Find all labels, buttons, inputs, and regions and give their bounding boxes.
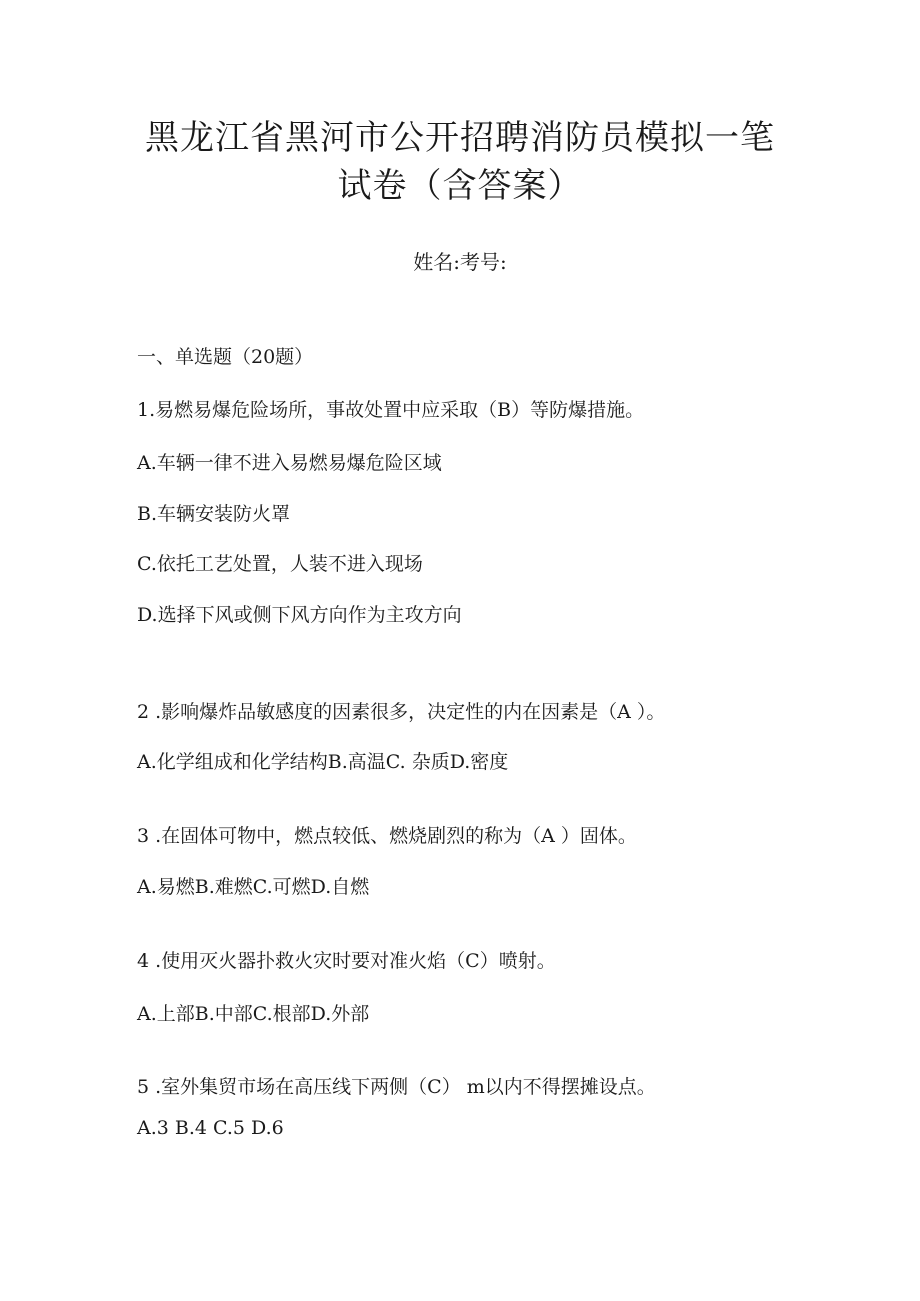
section-heading: 一、单选题（20题） <box>137 346 314 368</box>
document-title-line-1: 黑龙江省黑河市公开招聘消防员模拟一笔 <box>145 118 775 158</box>
question-4-options: A.上部B.中部C.根部D.外部 <box>137 1003 370 1025</box>
question-1-option-a: A.车辆一律不进入易燃易爆危险区域 <box>137 452 442 474</box>
question-3-stem: 3 .在固体可物中，燃点较低、燃烧剧烈的称为（A ）固体。 <box>137 825 637 847</box>
question-2-options: A.化学组成和化学结构B.高温C. 杂质D.密度 <box>137 751 509 773</box>
document-title-line-2: 试卷（含答案） <box>337 166 583 206</box>
question-5-stem: 5 .室外集贸市场在高压线下两侧（C） m以内不得摆摊设点。 <box>137 1076 656 1098</box>
question-1-option-b: B.车辆安装防火罩 <box>137 503 291 525</box>
question-5-options: A.3 B.4 C.5 D.6 <box>137 1117 284 1139</box>
question-4-stem: 4 .使用灭火器扑救火灾时要对准火焰（C）喷射。 <box>137 950 556 972</box>
question-3-options: A.易燃B.难燃C.可燃D.自燃 <box>137 876 370 898</box>
question-1-option-d: D.选择下风或侧下风方向作为主攻方向 <box>137 604 462 626</box>
question-1-option-c: C.依托工艺处置，人装不进入现场 <box>137 553 423 575</box>
question-2-stem: 2 .影响爆炸品敏感度的因素很多，决定性的内在因素是（A ）。 <box>137 701 666 723</box>
question-1-stem: 1.易燃易爆危险场所，事故处置中应采取（B）等防爆措施。 <box>137 399 645 421</box>
name-exam-number-field: 姓名:考号: <box>413 250 507 274</box>
